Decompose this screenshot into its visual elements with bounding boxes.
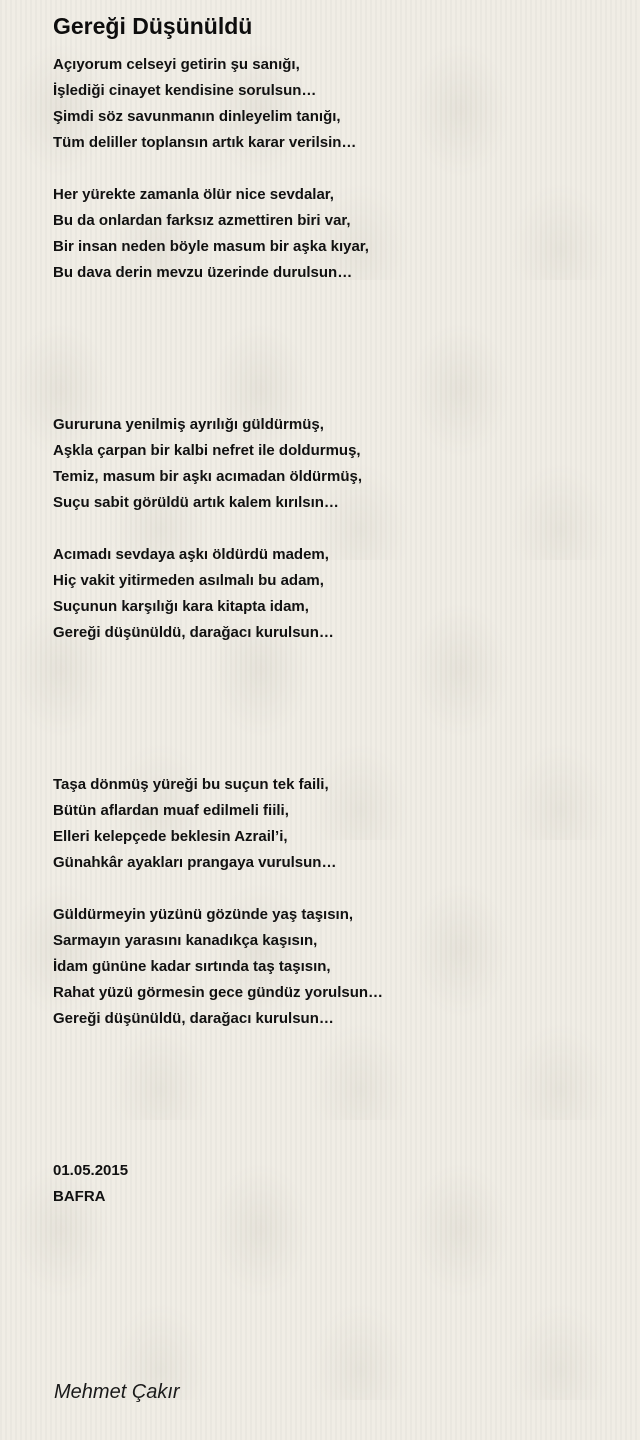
author-name: Mehmet Çakır bbox=[54, 1381, 180, 1403]
poem-line: Suçu sabit görüldü artık kalem kırılsın… bbox=[53, 494, 339, 511]
poem-line: Aşkla çarpan bir kalbi nefret ile doldurmuş, bbox=[53, 442, 361, 459]
poem-line: İdam gününe kadar sırtında taş taşısın, bbox=[53, 958, 331, 975]
stanza-5 bbox=[53, 772, 336, 876]
poem-line: Temiz, masum bir aşkı acımadan öldürmüş, bbox=[53, 468, 362, 485]
poem-line: Bu dava derin mevzu üzerinde durulsun… bbox=[53, 264, 353, 281]
poem-line: Bir insan neden böyle masum bir aşka kıyar, bbox=[53, 238, 369, 255]
poem-line: Taşa dönmüş yüreği bu suçun tek faili, bbox=[53, 776, 329, 793]
poem-date: 01.05.2015 bbox=[53, 1162, 129, 1179]
stanza-3 bbox=[53, 412, 362, 516]
stanza-4 bbox=[53, 542, 334, 646]
poem-line: Güldürmeyin yüzünü gözünde yaş taşısın, bbox=[53, 906, 354, 923]
poem-line: Hiç vakit yitirmeden asılmalı bu adam, bbox=[53, 572, 324, 589]
poem-line: Gururuna yenilmiş ayrılığı güldürmüş, bbox=[53, 416, 324, 433]
poem-title: Gereği Düşünüldü bbox=[53, 13, 253, 39]
poem-line: Bu da onlardan farksız azmettiren biri var, bbox=[53, 212, 351, 229]
poem-line: Günahkâr ayakları prangaya vurulsun… bbox=[53, 854, 337, 871]
poem-line: Sarmayın yarasını kanadıkça kaşısın, bbox=[53, 932, 318, 949]
poem-line: Tüm deliller toplansın artık karar verilsin… bbox=[53, 134, 357, 151]
poem-line: Gereği düşünüldü, darağacı kurulsun… bbox=[53, 624, 334, 641]
poem-line: Bütün aflardan muaf edilmeli fiili, bbox=[53, 802, 289, 819]
poem-line: Her yürekte zamanla ölür nice sevdalar, bbox=[53, 186, 334, 203]
stanza-2 bbox=[53, 182, 369, 286]
poem-line: Açıyorum celseyi getirin şu sanığı, bbox=[53, 56, 300, 73]
poem-line: İşlediği cinayet kendisine sorulsun… bbox=[53, 82, 317, 99]
stanza-6 bbox=[53, 902, 383, 1032]
poem-line: Rahat yüzü görmesin gece gündüz yorulsun… bbox=[53, 984, 384, 1001]
poem-line: Elleri kelepçede beklesin Azrail’i, bbox=[53, 828, 288, 845]
poem-line: Suçunun karşılığı kara kitapta idam, bbox=[53, 598, 309, 615]
poem-line: Acımadı sevdaya aşkı öldürdü madem, bbox=[53, 546, 329, 563]
poem-line: Şimdi söz savunmanın dinleyelim tanığı, bbox=[53, 108, 341, 125]
poem-place: BAFRA bbox=[53, 1188, 106, 1205]
stanza-1 bbox=[53, 52, 356, 156]
poem-line: Gereği düşünüldü, darağacı kurulsun… bbox=[53, 1010, 334, 1027]
